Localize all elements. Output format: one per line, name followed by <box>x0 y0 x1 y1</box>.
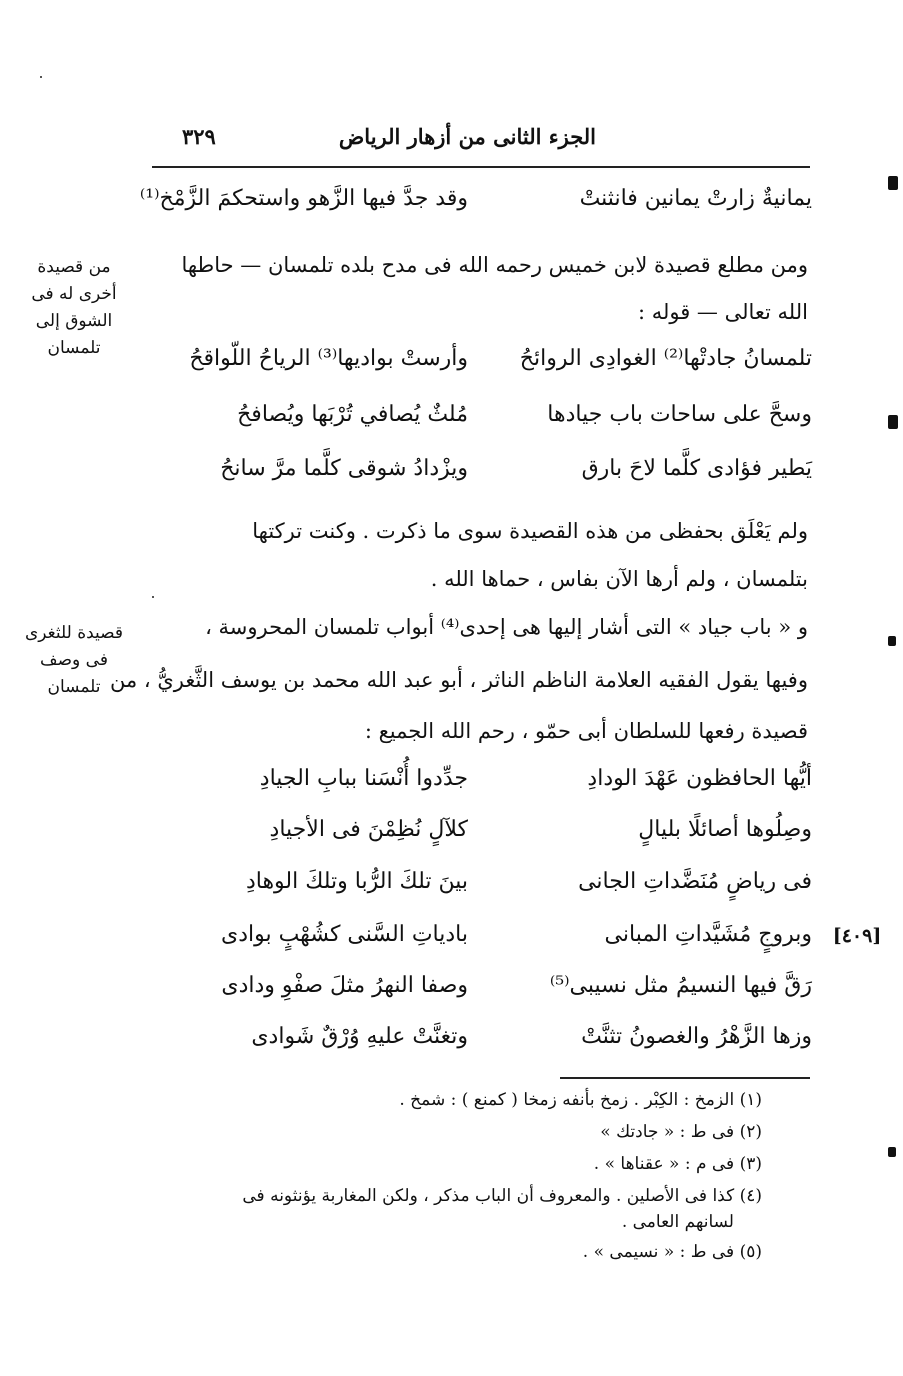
prose-line: و « باب جياد » التى أشار إليها هى إحدى⁽⁴⁾ أبواب تلمسان المحروسة ، <box>205 615 808 639</box>
scan-mark <box>888 176 898 190</box>
prose-line: الله تعالى — قوله : <box>637 300 808 324</box>
verse-hemistich-right: فى رياضٍ مُنَضَّداتِ الجانى <box>578 869 812 894</box>
scan-mark <box>888 1147 896 1157</box>
footnote: (١) الزمخ : الكِبْر . زمخ بأنفه زمخا ( كمنع ) : شمخ . <box>399 1090 762 1110</box>
verse-hemistich-left: كلآلٍ نُظِمْنَ فى الأجيادِ <box>269 817 468 842</box>
page-number: ٣٢٩ <box>182 124 216 149</box>
verse-hemistich-right: وبروجٍ مُشَيَّداتِ المبانى <box>604 922 812 947</box>
verse-hemistich-left: مُلثٌ يُصافي تُرْبَها ويُصافحُ <box>237 402 468 427</box>
verse-hemistich-right: رَقَّ فيها النسيمُ مثل نسيبى⁽⁵⁾ <box>549 973 812 998</box>
footnote: (٤) كذا فى الأصلين . والمعروف أن الباب مذكر ، ولكن المغاربة يؤنثونه فى <box>242 1186 762 1206</box>
footnote-continuation: لسانهم العامى . <box>621 1212 734 1232</box>
verse-hemistich-left: وأرستْ بواديها⁽³⁾ الرياحُ اللّواقحُ <box>189 346 468 371</box>
original-page-number: [٤٠٩] <box>832 925 882 947</box>
margin-note-thaghri: قصيدة للثغرى فى وصف تلمسان <box>24 623 124 697</box>
header-rule <box>152 166 810 168</box>
verse-hemistich-right: وسحَّ على ساحات باب جيادها <box>547 402 812 427</box>
verse-hemistich-left: بينَ تلكَ الرُّبا وتلكَ الوهادِ <box>245 869 468 894</box>
footnote: (٢) فى ط : « جادتك » <box>600 1122 762 1142</box>
verse-hemistich-right: يمانيةٌ زارتْ يمانين فانثنتْ <box>579 186 812 211</box>
scan-mark <box>888 636 896 646</box>
prose-line: قصيدة رفعها للسلطان أبى حمّو ، رحم الله الجميع : <box>364 719 808 743</box>
scan-speck <box>40 76 42 78</box>
running-header-title: الجزء الثانى من أزهار الرياض <box>338 124 596 149</box>
footnote: (٥) فى ط : « نسيمى » . <box>582 1242 762 1262</box>
prose-line: وفيها يقول الفقيه العلامة الناظم الناثر ، أبو عبد الله محمد بن يوسف الثَّغريُّ ، من <box>109 668 808 692</box>
prose-line: ومن مطلع قصيدة لابن خميس رحمه الله فى مدح بلده تلمسان — حاطها <box>181 253 808 277</box>
verse-hemistich-right: وصِلُوها أصائلًا بليالٍ <box>638 817 812 842</box>
verse-hemistich-left: وتغنَّتْ عليهِ وُرْقٌ شَوادى <box>251 1024 468 1049</box>
footnote-rule <box>560 1077 810 1079</box>
verse-hemistich-left: وصفا النهرُ مثلَ صفْوِ ودادى <box>221 973 468 998</box>
prose-line: ولم يَعْلَق بحفظى من هذه القصيدة سوى ما ذكرت . وكنت تركتها <box>252 519 808 543</box>
margin-note-ibn-khamis: من قصيدة أخرى له فى الشوق إلى تلمسان <box>31 257 117 358</box>
verse-hemistich-right: وزها الزَّهْرُ والغصونُ تثنَّتْ <box>581 1024 812 1049</box>
verse-hemistich-right: أيُّها الحافظون عَهْدَ الودادِ <box>587 766 812 791</box>
verse-hemistich-left: ويزْدادُ شوقى كلَّما مرَّ سانحُ <box>220 456 468 481</box>
prose-line: بتلمسان ، ولم أرها الآن بفاس ، حماها الله . <box>430 567 808 591</box>
scan-speck <box>152 596 154 598</box>
footnote: (٣) فى م : « عقناها » . <box>593 1154 762 1174</box>
verse-hemistich-left: بادياتِ السَّنى كشُهْبٍ بوادى <box>220 922 468 947</box>
scan-mark <box>888 415 898 429</box>
verse-hemistich-left: وقد جدَّ فيها الزَّهو واستحكمَ الزَّمْخ⁽¹⁾ <box>139 186 468 211</box>
verse-hemistich-right: يَطير فؤادى كلَّما لاحَ بارق <box>581 456 812 481</box>
verse-hemistich-right: تلمسانُ جادتْها⁽²⁾ الغوادِى الروائحُ <box>519 346 812 371</box>
verse-hemistich-left: جدِّدوا أُنْسَنا ببابِ الجيادِ <box>259 766 468 791</box>
